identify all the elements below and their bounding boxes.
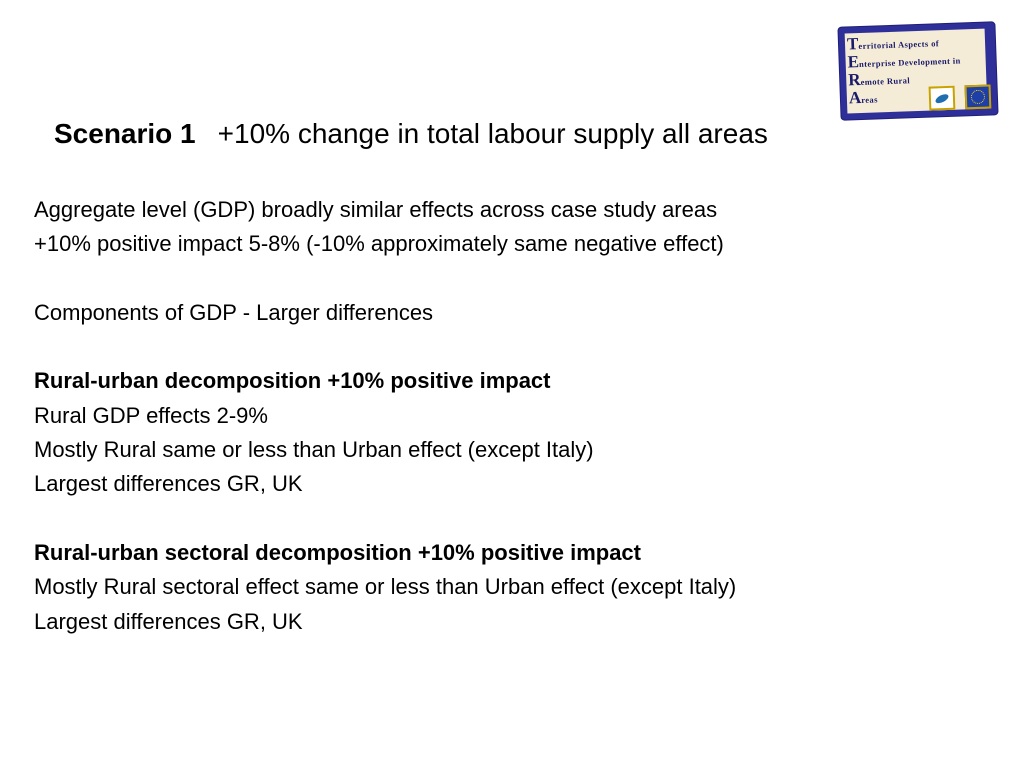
logo-word: reas — [861, 94, 878, 105]
logo-word: emote Rural — [860, 75, 911, 88]
body-line: Mostly Rural same or less than Urban effect (except Italy) — [34, 437, 594, 463]
section-heading: Rural-urban decomposition +10% positive impact — [34, 368, 551, 394]
spacer — [34, 262, 736, 296]
logo-initial: A — [848, 88, 862, 108]
eu-flag-icon — [965, 84, 992, 109]
logo-initial: T — [846, 34, 859, 54]
logo-word: nterprise Development in — [858, 55, 961, 70]
section-heading: Rural-urban sectoral decomposition +10% positive impact — [34, 539, 641, 565]
body-line: Rural GDP effects 2-9% — [34, 402, 268, 428]
slide-title — [54, 118, 768, 150]
spacer — [34, 330, 736, 364]
body-line: Mostly Rural sectoral effect same or less than Urban effect (except Italy) — [34, 574, 737, 600]
spacer — [34, 502, 736, 536]
leaf-icon — [929, 86, 956, 111]
logo-panel — [845, 29, 988, 114]
tera-logo — [838, 22, 997, 119]
body-line: Components of GDP - Larger differences — [34, 299, 434, 325]
slide-body — [34, 193, 736, 639]
body-line: +10% positive impact 5-8% (-10% approximately same negative effect) — [34, 231, 724, 257]
logo-initial: E — [847, 52, 860, 72]
scenario-label: Scenario 1 — [54, 118, 196, 149]
body-line: Largest differences GR, UK — [34, 471, 303, 497]
body-line: Aggregate level (GDP) broadly similar effects across case study areas — [34, 197, 718, 222]
logo-word: erritorial Aspects of — [858, 38, 940, 52]
body-line: Largest differences GR, UK — [34, 608, 303, 634]
scenario-description: +10% change in total labour supply all areas — [217, 118, 768, 149]
logo-initial: R — [847, 70, 861, 90]
